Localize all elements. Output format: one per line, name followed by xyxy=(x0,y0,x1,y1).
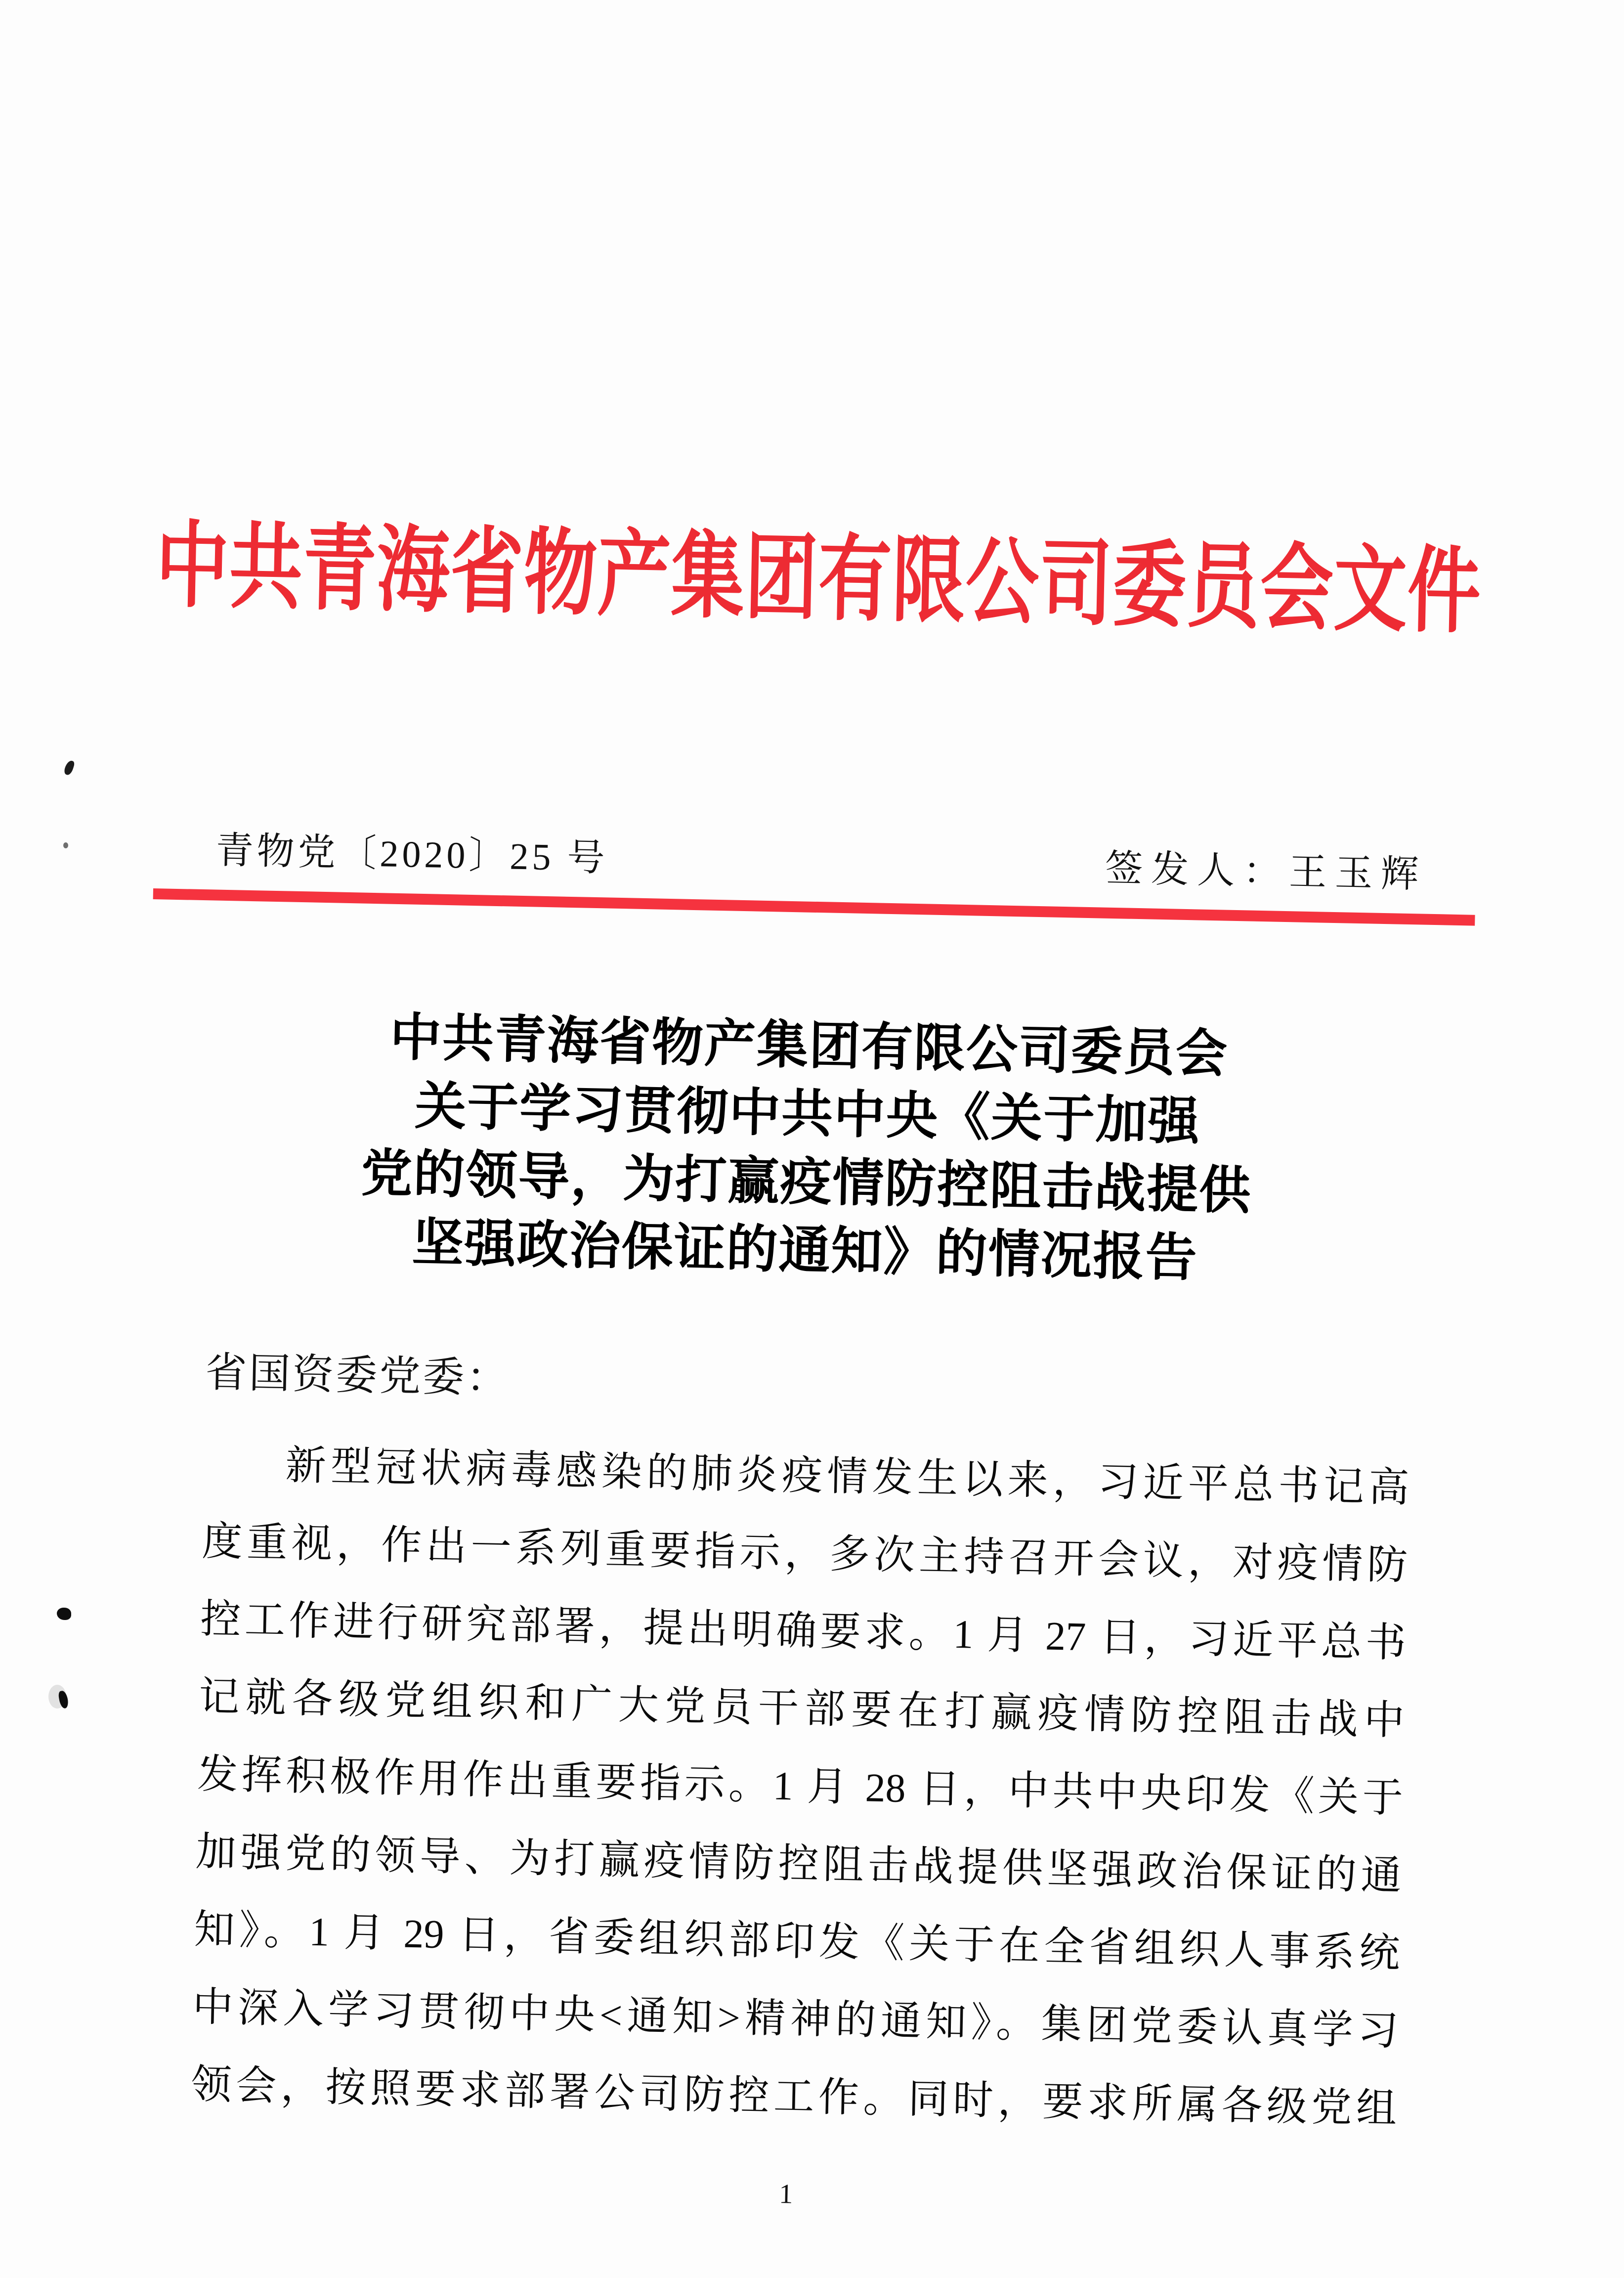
document-title-line: 中共青海省物产集团有限公司委员会 xyxy=(389,1008,1229,1083)
page-number: 1 xyxy=(778,2178,793,2210)
salutation: 省国资委党委： xyxy=(205,1350,511,1402)
document-title-line: 坚强政治保证的通知》的情况报告 xyxy=(411,1214,1198,1287)
red-header-org-title: 中共青海省物产集团有限公司委员会文件 xyxy=(155,515,1482,645)
document-number: 青物党〔2020〕25 号 xyxy=(215,830,609,879)
document-title xyxy=(0,996,1622,1301)
body-line: 领会，按照要求部署公司防控工作。同时，要求所属各级党组 xyxy=(190,2062,1397,2131)
body-line: 度重视，作出一系列重要指示，多次主持召开会议，对疫情防 xyxy=(201,1519,1408,1588)
issuer-name: 签发人：王玉辉 xyxy=(1105,847,1427,896)
ink-speck xyxy=(57,1608,71,1620)
document-title-line: 关于学习贯彻中共中央《关于加强 xyxy=(414,1077,1201,1151)
body-line: 控工作进行研究部署，提出明确要求。1 月 27 日，习近平总书 xyxy=(200,1596,1407,1666)
document-meta-row xyxy=(215,826,1428,900)
body-line: 中深入学习贯彻中央<通知>精神的通知》。集团党委认真学习 xyxy=(192,1984,1399,2054)
body-line: 新型冠状病毒感染的肺炎疫情发生以来，习近平总书记高 xyxy=(285,1443,1410,1511)
document-title-line: 党的领导，为打赢疫情防控阻击战提供 xyxy=(360,1144,1252,1220)
ink-speck xyxy=(63,842,68,848)
body-paragraph xyxy=(190,1425,1410,2147)
body-line: 发挥积极作用作出重要指示。1 月 28 日，中共中央印发《关于 xyxy=(197,1752,1404,1821)
body-line: 记就各级党组织和广大党员干部要在打赢疫情防控阻击战中 xyxy=(198,1674,1405,1744)
body-line: 加强党的领导、为打赢疫情防控阻击战提供坚强政治保证的通 xyxy=(195,1829,1402,1899)
body-line: 知》。1 月 29 日，省委组织部印发《关于在全省组织人事系统 xyxy=(193,1907,1401,1976)
